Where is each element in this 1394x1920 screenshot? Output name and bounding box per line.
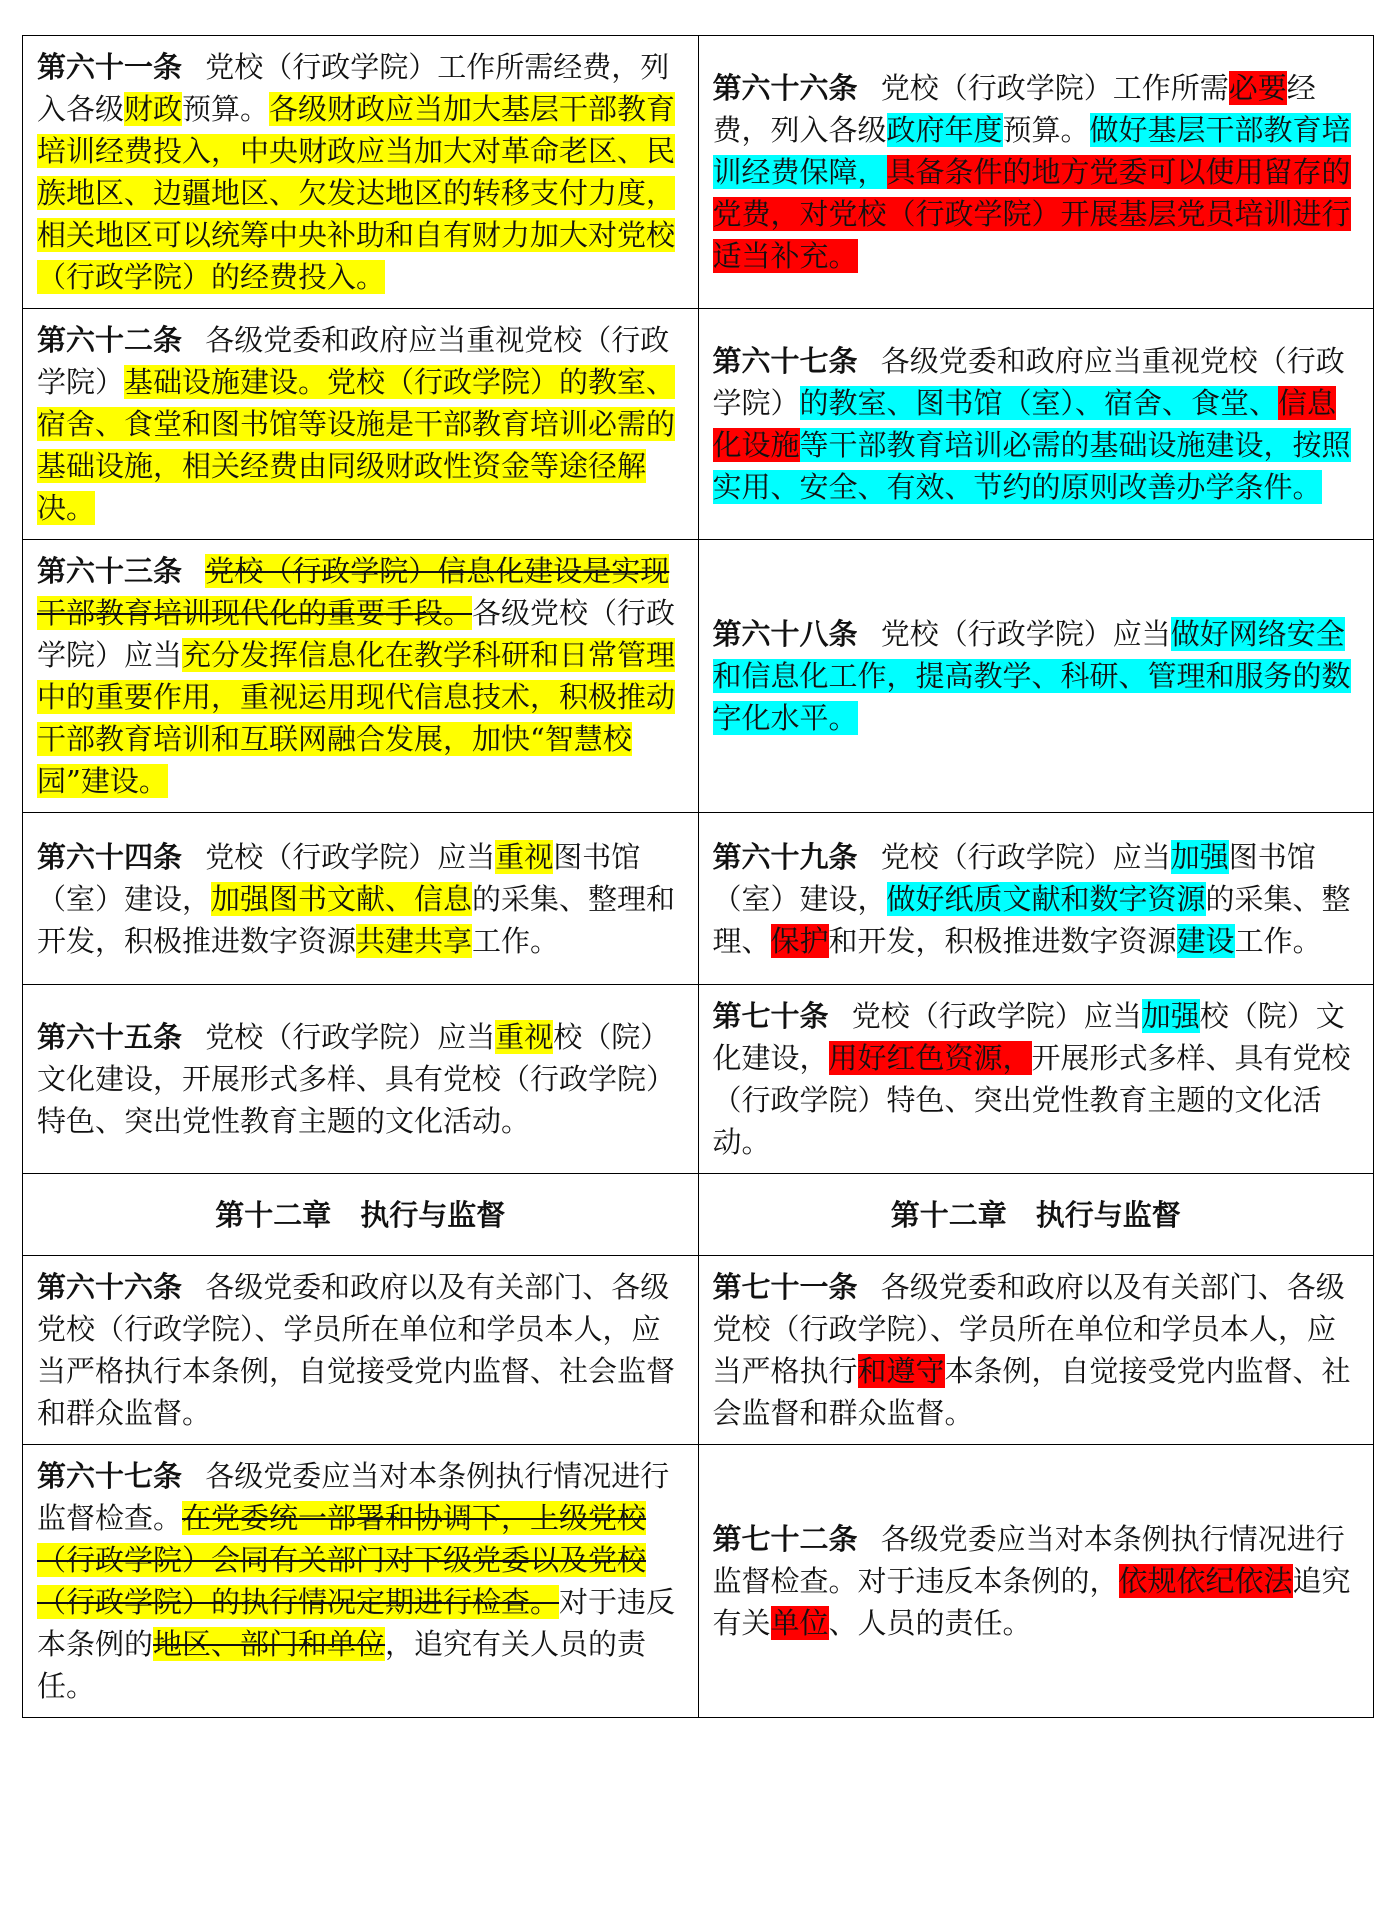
article-text-segment: 党校（行政学院）应当 (205, 839, 496, 874)
article-text-segment: 信息化设施 (712, 386, 1337, 462)
article-text-segment: 工作。 (1234, 923, 1322, 958)
article-number: 第六十三条 (37, 554, 183, 588)
comparison-table (22, 35, 1374, 1718)
article-cell-left (23, 1445, 699, 1718)
article-text-segment: 各级财政应当加大基层干部教育培训经费投入，中央财政应当加大对革命老区、民族地区、边疆地区、欠发达地区的转移支付力度，相关地区可以统筹中央补助和自有财力加大对党校（行政学院）的经费投入。 (37, 92, 676, 294)
article-text-segment: 党校（行政学院）工作所需经费，列入各级 (37, 50, 670, 126)
chapter-heading-left: 第十二章 执行与监督 (23, 1174, 699, 1256)
article-text-segment: 党校（行政学院）应当 (205, 1020, 496, 1054)
article-text-segment: 充分发挥信息化在教学科研和日常管理中的重要作用，重视运用现代信息技术，积极推动干部教育培训和互联网融合发展，加快“智慧校园”建设。 (37, 638, 676, 798)
article-cell-right (698, 1445, 1374, 1718)
table-row (23, 1445, 1374, 1718)
article-text-segment: 各级党校（行政学院）应当 (37, 596, 676, 672)
table-row (23, 1256, 1374, 1445)
article-text-segment: 各级党委和政府以及有关部门、各级党校（行政学院）、学员所在单位和学员本人，应当严格执行本条例，自觉接受党内监督、社会监督和群众监督。 (37, 1270, 676, 1430)
article-text-segment: 追究有关 (712, 1564, 1351, 1640)
article-number: 第六十七条 (712, 344, 858, 378)
article-text-segment: 在党委统一部署和协调下，上级党校（行政学院）会同有关部门对下级党委以及党校（行政学院）的执行情况定期进行检查。 (37, 1501, 647, 1619)
article-text-segment: 加强 (1170, 839, 1229, 874)
article-text-segment: 政府年度 (886, 113, 1003, 147)
article-text-segment: 、人员的责任。 (828, 1606, 1032, 1640)
article-text-segment: 党校（行政学院）信息化建设是实现干部教育培训现代化的重要手段。 (37, 554, 670, 630)
article-number: 第七十二条 (712, 1522, 858, 1556)
article-text-segment: 各级党委和政府应当重视党校（行政学院） (712, 344, 1345, 420)
article-text-segment: 图书馆（室）建设， (37, 839, 641, 916)
article-text-segment: 对于违反本条例的 (37, 1585, 676, 1661)
article-text-segment: 和开发，积极推进数字资源 (828, 923, 1177, 958)
article-number: 第六十四条 (37, 839, 183, 874)
article-cell-right (698, 309, 1374, 540)
article-text-segment: 各级党委应当对本条例执行情况进行监督检查。对于违反本条例的， (712, 1522, 1345, 1598)
article-text-segment: 做好基层干部教育培训经费保障， (712, 113, 1351, 189)
table-row (23, 813, 1374, 985)
article-text-segment: 校（院）文化建设，开展形式多样、具有党校（行政学院）特色、突出党性教育主题的文化活动。 (37, 1020, 676, 1138)
article-cell-right (698, 1256, 1374, 1445)
article-text-segment: 基础设施建设。党校（行政学院）的教室、宿舍、食堂和图书馆等设施是干部教育培训必需的基础设施，相关经费由同级财政性资金等途径解决。 (37, 365, 676, 525)
article-number: 第六十二条 (37, 323, 183, 357)
article-text-segment: 财政 (124, 92, 183, 126)
article-number: 第六十七条 (37, 1459, 183, 1493)
article-cell-right (698, 540, 1374, 813)
table-row (23, 540, 1374, 813)
article-text-segment: 的采集、整理、 (712, 881, 1351, 958)
article-text-segment: 做好纸质文献和数字资源 (886, 881, 1206, 916)
article-text-segment: 党校（行政学院）应当 (880, 839, 1171, 874)
article-text-segment: 必要 (1228, 71, 1287, 105)
article-cell-left (23, 1256, 699, 1445)
article-number: 第六十八条 (712, 617, 858, 651)
table-row (23, 309, 1374, 540)
article-text-segment: 做好网络安全和信息化工作，提高教学、科研、管理和服务的数字化水平。 (712, 617, 1351, 735)
article-text-segment: 党校（行政学院）工作所需 (880, 71, 1229, 105)
article-number: 第六十六条 (712, 71, 858, 105)
article-text-segment: 等干部教育培训必需的基础设施建设，按照实用、安全、有效、节约的原则改善办学条件。 (712, 428, 1351, 504)
article-text-segment: 重视 (495, 1020, 554, 1054)
article-text-segment: 图书馆（室）建设， (712, 839, 1316, 916)
article-text-segment: 建设 (1176, 923, 1235, 958)
article-number: 第六十五条 (37, 1020, 183, 1054)
article-number: 第六十一条 (37, 50, 183, 84)
article-text-segment: 加强图书文献、信息 (211, 881, 473, 916)
article-cell-left (23, 540, 699, 813)
article-text-segment: 工作。 (472, 923, 560, 958)
article-cell-right (698, 985, 1374, 1174)
article-number: 第六十六条 (37, 1270, 183, 1304)
article-text-segment: 本条例，自觉接受党内监督、社会监督和群众监督。 (712, 1354, 1351, 1430)
article-number: 第七十条 (712, 999, 829, 1033)
article-text-segment: 党校（行政学院）应当 (880, 617, 1171, 651)
article-text-segment: 保护 (770, 923, 829, 958)
table-row (23, 36, 1374, 309)
article-text-segment: 各级党委应当对本条例执行情况进行监督检查。 (37, 1459, 670, 1535)
article-text-segment: 共建共享 (356, 923, 473, 958)
table-row (23, 985, 1374, 1174)
article-text-segment: 单位 (770, 1606, 829, 1640)
article-cell-left (23, 985, 699, 1174)
article-cell-right (698, 813, 1374, 985)
article-text-segment: 经费，列入各级 (712, 71, 1316, 147)
article-text-segment: 加强 (1141, 999, 1200, 1033)
article-text-segment: 预算。 (182, 92, 270, 126)
article-text-segment: 预算。 (1002, 113, 1090, 147)
article-text-segment: 开展形式多样、具有党校（行政学院）特色、突出党性教育主题的文化活动。 (712, 1041, 1351, 1159)
article-cell-right (698, 36, 1374, 309)
article-number: 第六十九条 (712, 839, 858, 874)
article-cell-left (23, 309, 699, 540)
article-text-segment: ，追究有关人员的责任。 (37, 1627, 647, 1703)
article-cell-left (23, 813, 699, 985)
article-text-segment: 党校（行政学院）应当 (851, 999, 1142, 1033)
article-text-segment: 重视 (495, 839, 554, 874)
chapter-heading-right: 第十二章 执行与监督 (698, 1174, 1374, 1256)
article-cell-left (23, 36, 699, 309)
article-text-segment: 各级党委和政府应当重视党校（行政学院） (37, 323, 670, 399)
article-text-segment: 和遵守 (857, 1354, 945, 1388)
article-text-segment: 的采集、整理和开发，积极推进数字资源 (37, 881, 676, 958)
article-text-segment: 的教室、图书馆（室）、宿舍、食堂、 (799, 386, 1279, 420)
article-number: 第七十一条 (712, 1270, 858, 1304)
article-text-segment: 各级党委和政府以及有关部门、各级党校（行政学院）、学员所在单位和学员本人，应当严格执行 (712, 1270, 1345, 1388)
article-text-segment: 依规依纪依法 (1118, 1564, 1293, 1598)
article-text-segment: 校（院）文化建设， (712, 999, 1345, 1075)
article-text-segment: 地区、部门和单位 (153, 1627, 386, 1661)
article-text-segment: 用好红色资源， (828, 1041, 1032, 1075)
article-text-segment: 具备条件的地方党委可以使用留存的党费，对党校（行政学院）开展基层党员培训进行适当补充。 (712, 155, 1351, 273)
chapter-row (23, 1174, 1374, 1256)
